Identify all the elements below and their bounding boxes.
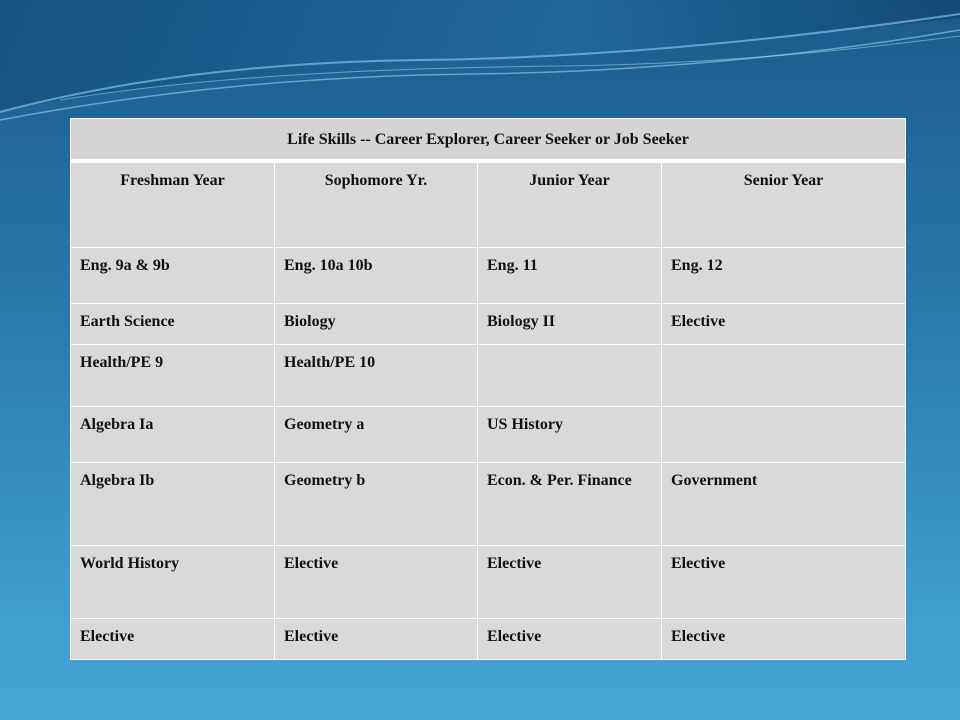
table-row <box>71 345 906 407</box>
table-row <box>71 407 906 463</box>
table-row <box>71 248 906 304</box>
table-row <box>71 463 906 546</box>
table-cell: Eng. 12 <box>662 248 906 304</box>
background-wave-decoration <box>0 0 960 130</box>
table-cell: Eng. 10a 10b <box>275 248 478 304</box>
table-cell <box>662 345 906 407</box>
table-row <box>71 619 906 660</box>
table-cell: Elective <box>275 546 478 619</box>
table-cell: Elective <box>478 619 662 660</box>
table-cell: Eng. 11 <box>478 248 662 304</box>
table-cell <box>662 407 906 463</box>
table-cell: Elective <box>662 304 906 345</box>
table-cell: Eng. 9a & 9b <box>71 248 275 304</box>
table-cell: Elective <box>478 546 662 619</box>
table-cell: Elective <box>275 619 478 660</box>
table-cell: Health/PE 10 <box>275 345 478 407</box>
table-cell: Econ. & Per. Finance <box>478 463 662 546</box>
table-cell: Government <box>662 463 906 546</box>
table-row <box>71 546 906 619</box>
table-cell: Geometry b <box>275 463 478 546</box>
table-cell: Algebra Ib <box>71 463 275 546</box>
table-header-row <box>71 161 906 248</box>
header-sophomore-year: Sophomore Yr. <box>275 161 478 248</box>
header-freshman-year: Freshman Year <box>71 161 275 248</box>
table-cell: Algebra Ia <box>71 407 275 463</box>
table-row <box>71 304 906 345</box>
table-cell: Health/PE 9 <box>71 345 275 407</box>
table-title: Life Skills -- Career Explorer, Career Seeker or Job Seeker <box>71 119 906 162</box>
curriculum-table <box>70 118 906 660</box>
table-cell: Earth Science <box>71 304 275 345</box>
table-title-row <box>71 119 906 162</box>
table-cell: Elective <box>71 619 275 660</box>
table-cell: Elective <box>662 546 906 619</box>
table-cell: Elective <box>662 619 906 660</box>
header-junior-year: Junior Year <box>478 161 662 248</box>
curriculum-table-container <box>70 118 905 660</box>
table-cell <box>478 345 662 407</box>
header-senior-year: Senior Year <box>662 161 906 248</box>
table-cell: US History <box>478 407 662 463</box>
table-cell: Biology <box>275 304 478 345</box>
table-cell: Biology II <box>478 304 662 345</box>
table-cell: World History <box>71 546 275 619</box>
table-cell: Geometry a <box>275 407 478 463</box>
